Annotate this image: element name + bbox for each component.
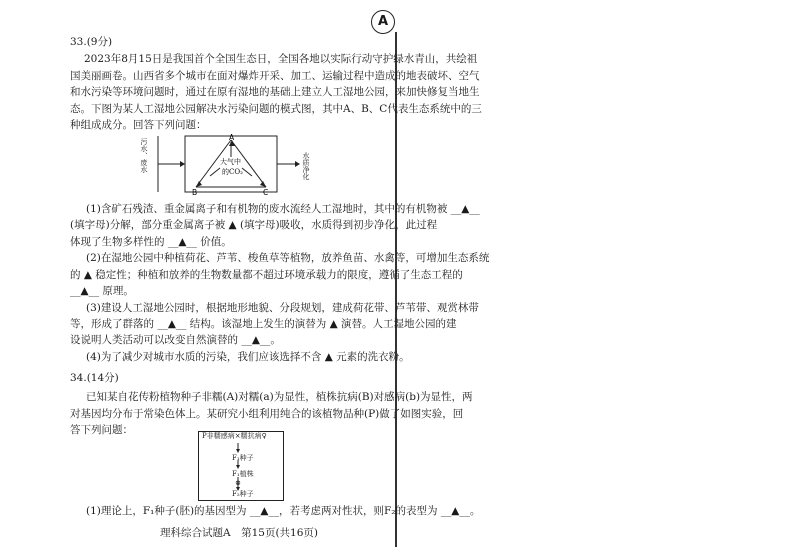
flow-arrowhead-2 xyxy=(236,465,240,469)
q33-sub1: (填字母)分解，部分重金属离子被 ▲ (填字母)吸收，水质得到初步净化，此过程 xyxy=(70,219,438,231)
q34-sub1: (1)理论上，F₁种子(胚)的基因型为 __▲__，若考虑两对性状，则F₂的表型为 __▲__。 xyxy=(86,505,481,517)
q33-sub2: 的 ▲ 稳定性；种植和放养的生物数量都不超过环境承载力的限度，遵循了生态工程的 xyxy=(70,269,463,281)
flow-p: P非糯感病×糯抗病♀ xyxy=(202,432,267,440)
co2-label-2: 的CO₂ xyxy=(222,168,243,176)
node-b: B xyxy=(192,188,198,196)
q34-line: 已知某自花传粉植物种子非糯(A)对糯(a)为显性，植株抗病(B)对感病(b)为显性，两 xyxy=(86,391,473,403)
diagram-right-label: 水质净化 xyxy=(302,152,310,180)
flow-f2-seed: F₂种子 xyxy=(232,490,254,498)
q33-sub3: 等，形成了群落的 __▲__ 结构。该湿地上发生的演替为 ▲ 演替。人工湿地公园的建 xyxy=(70,318,457,330)
diagram-left-label: 污水、废水 xyxy=(140,138,148,173)
q33-line: 态。下图为某人工湿地公园解决水污染问题的模式图，其中A、B、C代表生态系统中的三 xyxy=(70,103,482,115)
q33-sub3: 设说明人类活动可以改变自然演替的 __▲__。 xyxy=(70,334,281,346)
co2-label-1: 大气中 xyxy=(220,158,241,166)
flow-self-symbol: ⊗ xyxy=(235,479,241,487)
q34-line: 答下列问题： xyxy=(70,424,133,436)
q33-sub1: 体现了生物多样性的 __▲__ 价值。 xyxy=(70,236,232,248)
outflow-arrowhead xyxy=(295,161,300,167)
node-c: C xyxy=(263,188,269,196)
edge-c-co2 xyxy=(242,168,252,176)
edge-b-co2 xyxy=(210,168,220,176)
q33-line: 2023年8月15日是我国首个全国生态日，全国各地以实际行动守护绿水青山，共绘祖 xyxy=(84,53,478,65)
arrowhead-c xyxy=(260,181,266,187)
flow-f1-seed: F₁种子 xyxy=(232,454,254,462)
page-marker: A xyxy=(371,10,395,34)
q33-sub2: (2)在湿地公园中种植荷花、芦苇、梭鱼草等植物，放养鱼苗、水禽等，可增加生态系统 xyxy=(86,252,490,264)
q33-line: 国美丽画卷。山西省多个城市在面对爆炸开采、加工、运输过程中造成的地表破坏、空气 xyxy=(70,70,480,82)
q33-sub4: (4)为了减少对城市水质的污染，我们应该选择不含 ▲ 元素的洗衣粉。 xyxy=(86,351,410,363)
q33-sub2: __▲__ 原理。 xyxy=(70,285,134,297)
arrowhead-b xyxy=(196,181,202,187)
node-a: A xyxy=(229,133,235,142)
q33-sub1: (1)含矿石残渣、重金属离子和有机物的废水流经人工湿地时，其中的有机物被 __▲__ xyxy=(86,203,480,215)
q33-header: 33.(9分) xyxy=(70,36,113,48)
page-footer: 理科综合试题A 第15页(共16页) xyxy=(160,527,318,539)
q33-line: 和水污染等环境问题时，通过在原有湿地的基础上建立人工湿地公园，来加快修复当地生 xyxy=(70,86,480,98)
q33-line: 种组成成分。回答下列问题： xyxy=(70,119,207,131)
q34-header: 34.(14分) xyxy=(70,372,119,384)
inflow-arrowhead xyxy=(180,161,185,167)
q33-sub3: (3)建设人工湿地公园时，根据地形地貌、分段规划，建成荷花带、芦苇带、观赏林带 xyxy=(86,302,479,314)
ecosystem-diagram xyxy=(150,132,310,196)
flow-f1-plant: F₁植株 xyxy=(232,470,254,478)
q34-line: 对基因均分布于常染色体上。某研究小组利用纯合的该植物品种(P)做了如图实验，回 xyxy=(70,408,464,420)
flow-arrowhead-1 xyxy=(236,449,240,453)
